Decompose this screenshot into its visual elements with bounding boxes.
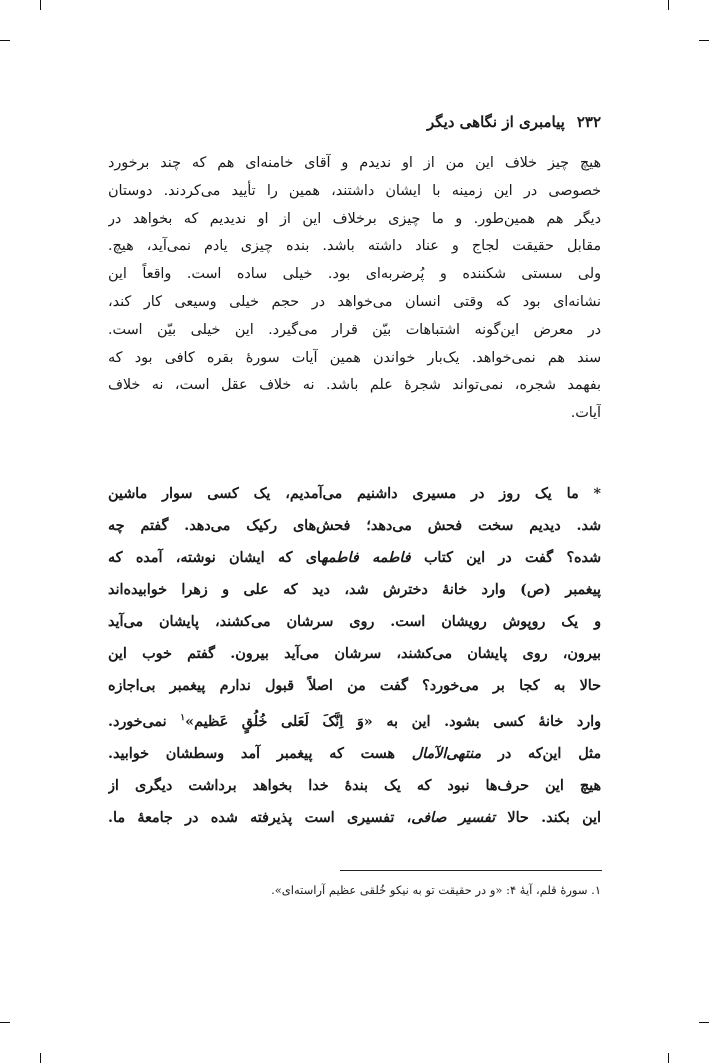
running-title: پیامبری از نگاهی دیگر	[427, 113, 565, 131]
text-fragment: ، تفسیری است پذیرفته شده در جامعهٔ ما.	[108, 809, 412, 826]
text-line: حالا به کجا بر می‌خورد؟ گفت من اصلاً قبول ندارم پیغمبر بی‌اجازه	[108, 678, 601, 694]
text-line: پیغمبر (ص) وارد خانهٔ دخترش شد، دید که علی و زهرا خوابیده‌اند	[108, 582, 601, 598]
text-line: هیچ این حرف‌ها نبود که یک بندهٔ خدا بخواهد برداشت دیگری از	[108, 777, 601, 794]
text-fragment: ای که ایشان نوشته، آمده که	[108, 550, 322, 566]
crop-mark	[668, 0, 669, 10]
book-title: تفسیر صافی	[411, 809, 496, 826]
text-line: آیات.	[570, 405, 601, 422]
text-fragment: هست که پیغمبر آمد وسطشان خوابید.	[108, 745, 395, 762]
text-line: شد. دیدیم سخت فحش می‌دهد؛ فحش‌های رکیک می‌دهد. گفتم چه	[108, 518, 601, 534]
text-fragment: مثل این‌که در	[497, 745, 601, 762]
crop-mark	[668, 1053, 669, 1063]
footnote: ۱. سورهٔ قلم، آیهٔ ۴: «و در حقیقت تو به نیکو خُلقی عظیم آراسته‌ای».	[271, 883, 601, 897]
text-fragment: نمی‌خورد.	[108, 713, 167, 730]
text-line: و یک روپوش رویشان است. روی سرشان می‌کشند، پایشان می‌آید	[108, 614, 601, 630]
text-line: نشانه‌ای بود که وقتی انسان می‌خواهد در حجم خیلی وسیعی کار کند،	[108, 293, 601, 310]
crop-mark	[699, 40, 709, 41]
text-line	[108, 738, 601, 770]
text-line	[108, 542, 601, 574]
text-line: ولی سستی شکننده و پُرضربه‌ای بود. خیلی ساده است. واقعاً این	[108, 266, 601, 283]
text-line: سند هم نمی‌خواهد. یک‌بار خواندن همین آیات سورهٔ بقره کافی بود که	[108, 349, 601, 366]
book-title: فاطمه فاطمه	[321, 550, 411, 566]
page-number: ۲۳۲	[576, 113, 601, 131]
text-line	[108, 702, 601, 738]
text-fragment: این بکند. حالا	[507, 809, 601, 826]
text-line: بفهمد شجره، نمی‌تواند شجرهٔ علم باشد. نه خلاف عقل است، نه خلاف	[108, 377, 601, 394]
text-line: خصوصی در این زمینه با ایشان داشتند، همین را تأیید می‌کردند. دوستان	[108, 182, 601, 199]
book-title: منتهی‌الآمال	[411, 745, 482, 762]
paragraph-1	[108, 150, 601, 428]
text-line: دیگر هم همین‌طور. و ما چیزی برخلاف این از او ندیدیم که بخواهد در	[108, 210, 601, 227]
crop-mark	[0, 40, 10, 41]
crop-mark	[699, 1022, 709, 1023]
text-line: در معرض این‌گونه اشتباهات بیّن قرار می‌گیرد. این خیلی بیّن است.	[108, 321, 601, 338]
text-line: بیرون، روی پایشان می‌کشند، سرشان می‌آید بیرون. گفتم خوب این	[108, 646, 601, 662]
text-line: هیچ چیز خلاف این من از او ندیدم و آقای خامنه‌ای هم که چند برخورد	[108, 155, 601, 171]
text-line: مقابل حقیقت لجاج و عناد داشته باشد. بنده چیزی یادم نمی‌آید، هیچ.	[108, 238, 601, 255]
text-line: * ما یک روز در مسیری داشنیم می‌آمدیم، یک کسی سوار ماشین	[108, 486, 601, 502]
text-line	[108, 802, 601, 834]
text-fragment: وارد خانهٔ کسی بشود. این به «وَ اِنَّکَ لَعَلی خُلُقٍ عَظیم»	[185, 713, 601, 730]
footnote-ref: ۱	[180, 713, 186, 723]
running-header	[108, 110, 601, 134]
paragraph-2	[108, 478, 601, 834]
crop-mark	[0, 1022, 10, 1023]
crop-mark	[40, 0, 41, 10]
text-fragment: شده؟ گفت در این کتاب	[423, 550, 601, 566]
footnote-divider	[340, 870, 602, 871]
crop-mark	[40, 1053, 41, 1063]
